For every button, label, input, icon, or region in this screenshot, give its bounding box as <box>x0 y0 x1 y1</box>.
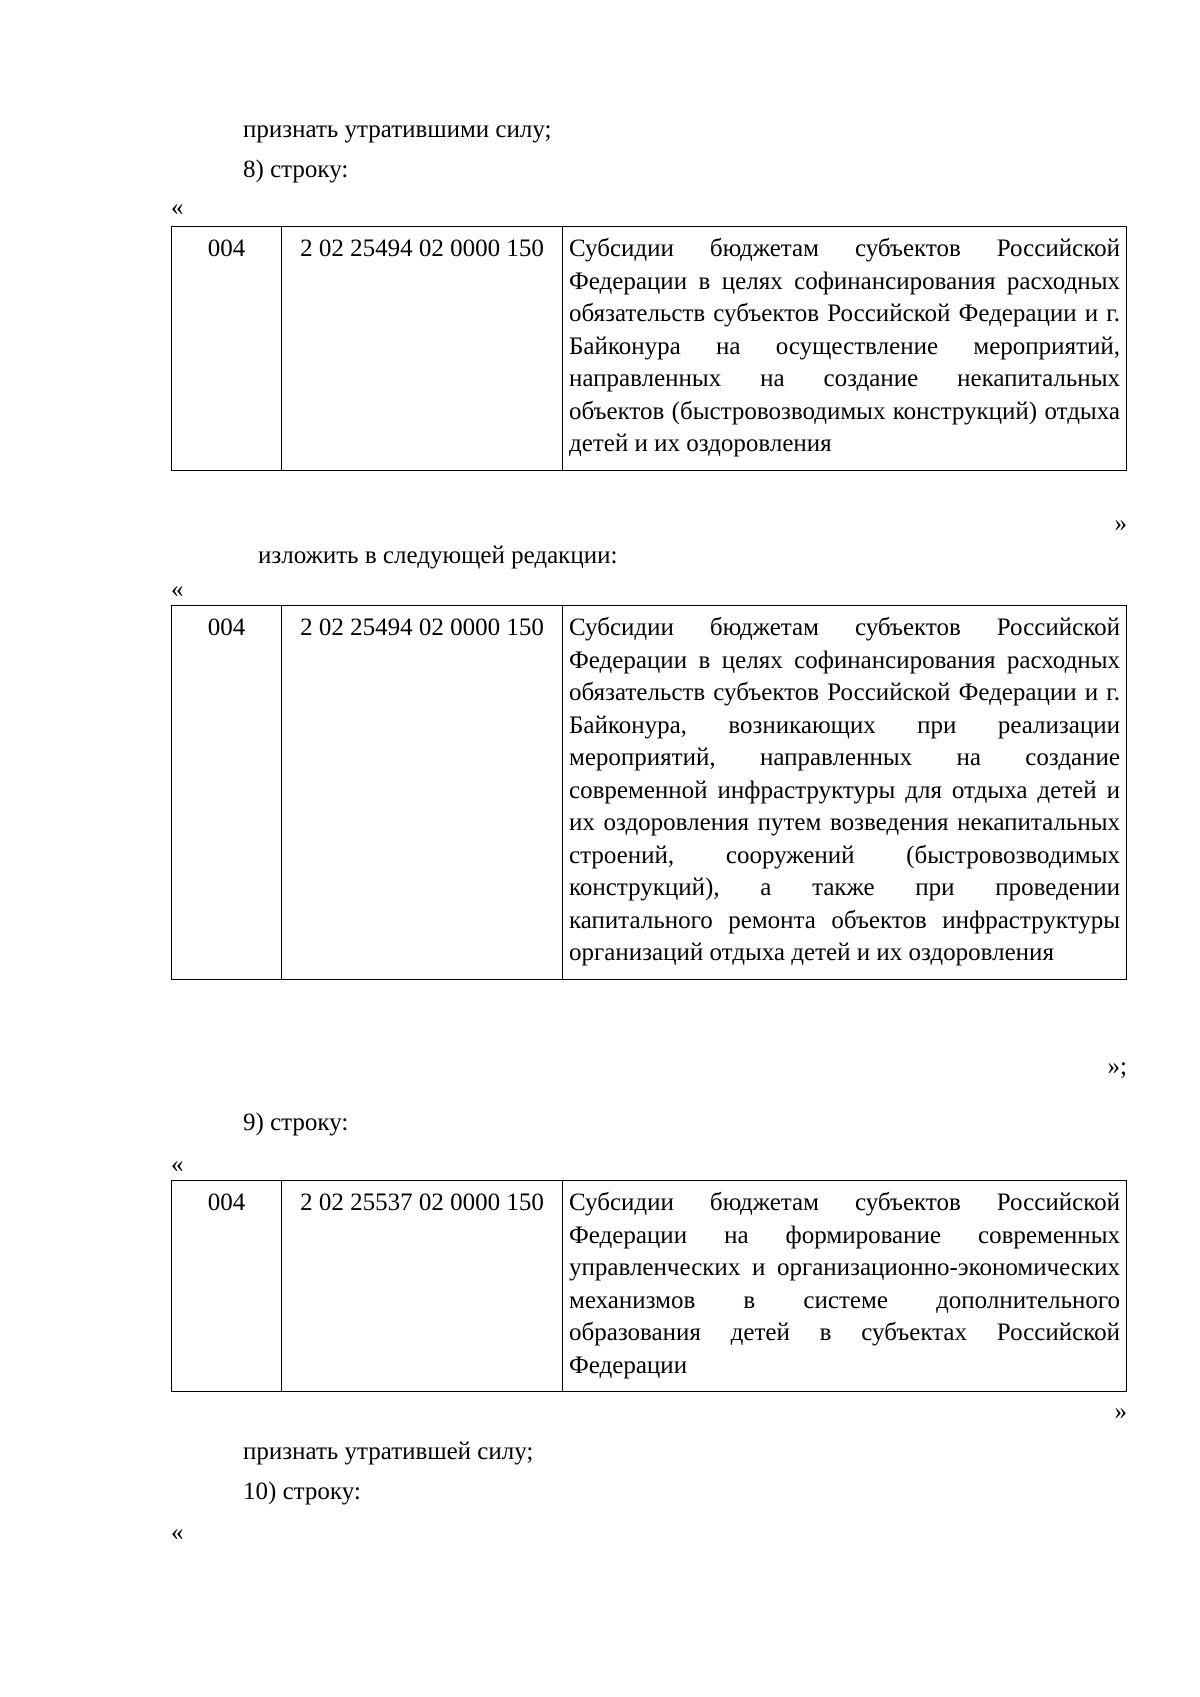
opening-quote: « <box>171 194 184 221</box>
admin-code-cell: 004 <box>172 606 282 980</box>
paragraph-repealed-singular: признать утратившей силу; <box>243 1438 534 1465</box>
closing-quote: »; <box>1107 1053 1127 1080</box>
admin-code-cell: 004 <box>172 1181 282 1392</box>
admin-code-cell: 004 <box>172 227 282 471</box>
table-row <box>172 1181 1127 1392</box>
opening-quote: « <box>171 576 184 603</box>
closing-quote: » <box>1114 1398 1127 1425</box>
paragraph-new-edition: изложить в следующей редакции: <box>258 542 618 569</box>
description-cell: Субсидии бюджетам субъектов Российской Федерации на формирование современных управленческих и организационно-экономических механизмов в системе дополнительного образования детей в субъектах Российской Федерации <box>563 1181 1127 1392</box>
paragraph-item-10: 10) строку: <box>243 1478 361 1505</box>
budget-code-cell: 2 02 25494 02 0000 150 <box>282 227 563 471</box>
table-old-row-8 <box>171 226 1127 471</box>
opening-quote: « <box>171 1519 184 1546</box>
description-cell: Субсидии бюджетам субъектов Российской Федерации в целях софинансирования расходных обязательств субъектов Российской Федерации и г. Байконура, возникающих при реализации мероприятий, направленных на создание современной инфраструктуры для отдыха детей и их оздоровления путем возведения некапитальных строений, сооружений (быстровозводимых конструкций), а также при проведении капитального ремонта объектов инфраструктуры организаций отдыха детей и их оздоровления <box>563 606 1127 980</box>
paragraph-repealed-plural: признать утратившими силу; <box>243 116 552 143</box>
paragraph-item-8: 8) строку: <box>243 156 349 183</box>
closing-quote: » <box>1114 510 1127 537</box>
opening-quote: « <box>171 1151 184 1178</box>
table-row <box>172 227 1127 471</box>
table-new-row-8 <box>171 605 1127 980</box>
budget-code-cell: 2 02 25494 02 0000 150 <box>282 606 563 980</box>
description-cell: Субсидии бюджетам субъектов Российской Федерации в целях софинансирования расходных обязательств субъектов Российской Федерации и г. Байконура на осуществление мероприятий, направленных на создание некапитальных объектов (быстровозводимых конструкций) отдыха детей и их оздоровления <box>563 227 1127 471</box>
paragraph-item-9: 9) строку: <box>243 1109 349 1136</box>
table-row <box>172 606 1127 980</box>
budget-code-cell: 2 02 25537 02 0000 150 <box>282 1181 563 1392</box>
table-row-9 <box>171 1180 1127 1392</box>
